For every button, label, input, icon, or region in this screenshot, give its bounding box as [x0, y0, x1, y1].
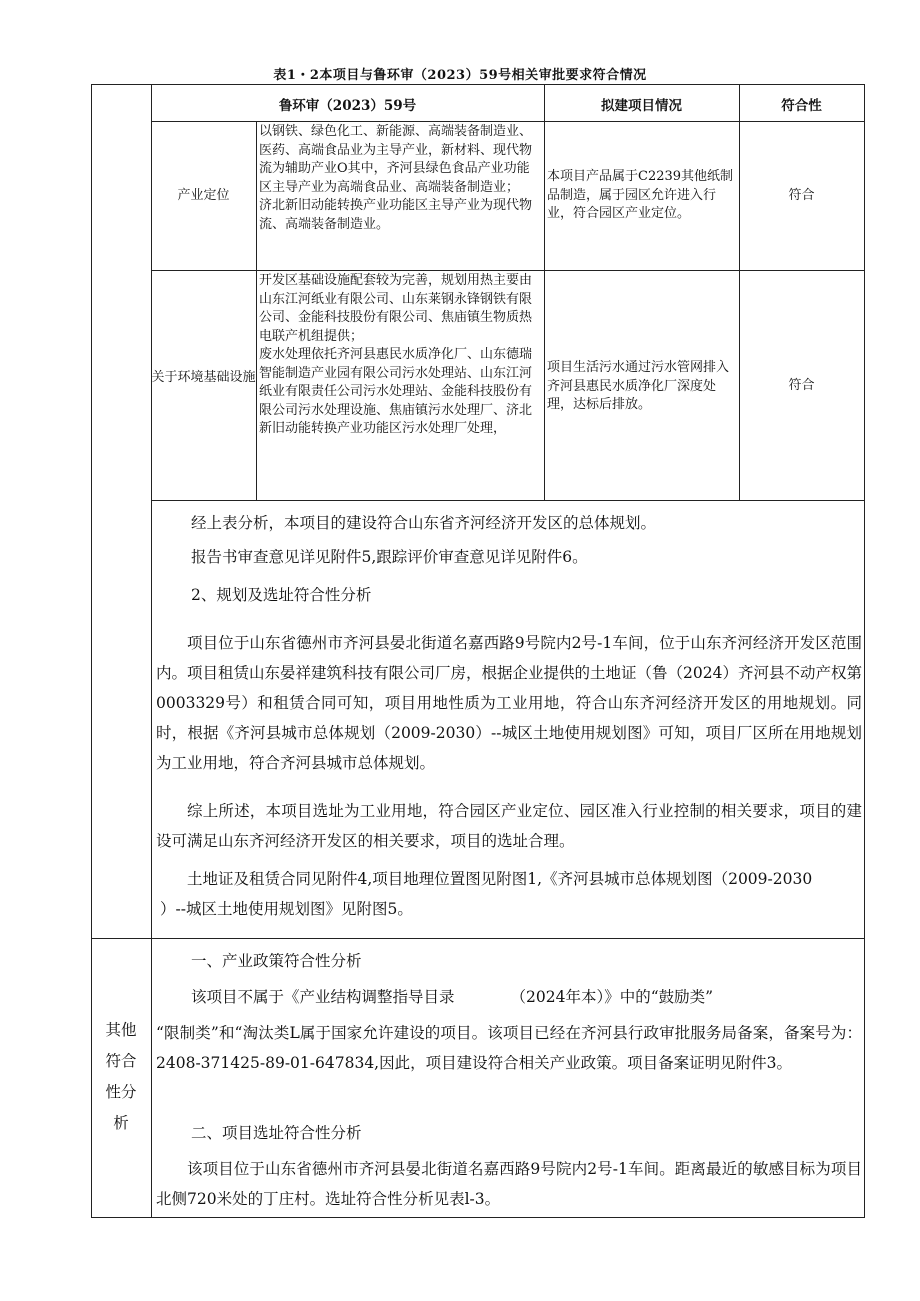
site-analysis-para1: 项目位于山东省德州市齐河县晏北街道名嘉西路9号院内2号-1车间，位于山东齐河经济开发区范围内。项目租赁山东晏祥建筑科技有限公司厂房，根据企业提供的土地证（鲁（2024）齐河县不动产权第0003329号）和租赁合同可知，项目用地性质为工业用地，符合山东齐河经济开发区的用地规划。同时，根据《齐河县城市总体规划（2009-2030）--城区土地使用规划图》可知，项目厂区所在用地规划为工业用地，符合齐河县城市总体规划。 [156, 634, 862, 772]
table-bottom-border [91, 1217, 865, 1218]
industry-policy-line1-b: （2024年本）》中的“鼓励类” [510, 988, 714, 1006]
header-row-divider [151, 121, 864, 122]
row2-requirement-p2: 废水处理依托齐河县惠民水质净化厂、山东德瑞智能制造产业园有限公司污水处理站、山东江河纸业有限责任公司污水处理站、金能科技股份有限公司污水处理设施、焦庙镇污水处理厂、济北新旧动能转换产业功能区污水处理厂处理， [259, 347, 533, 436]
row2-project: 项目生活污水通过污水管网排入齐河县惠民水质净化厂深度处理，达标后排放。 [547, 360, 730, 412]
section-divider [91, 938, 865, 939]
row1-requirement-p2: 济北新旧动能转换产业功能区主导产业为现代物流、高端装备制造业。 [259, 198, 533, 232]
attachments-text: 报告书审查意见详见附件5,跟踪评价审查意见详见附件6。 [191, 548, 588, 566]
compliance-column-divider [739, 84, 740, 500]
row2-requirement [259, 272, 542, 439]
category-column-divider [256, 121, 257, 500]
industry-policy-line1 [160, 982, 860, 1012]
project-column-divider [544, 84, 545, 500]
row1-project: 本项目产品属于C2239其他纸制品制造，属于园区允许进入行业，符合园区产业定位。 [547, 169, 734, 221]
site-analysis-para2: 综上所述，本项目选址为工业用地，符合园区产业定位、园区准入行业控制的相关要求，项目的建设可满足山东齐河经济开发区的相关要求，项目的选址合理。 [156, 802, 862, 850]
table-top-border [91, 84, 865, 85]
side-column-divider [151, 84, 152, 1217]
industry-policy-line1-a: 该项目不属于《产业结构调整指导目录 [191, 988, 455, 1006]
industry-policy-heading: 一、产业政策符合性分析 [191, 952, 362, 970]
industry-policy-rest: “限制类”和“淘汰类L属于国家允许建设的项目。该项目已经在齐河县行政审批服务局备案，备案号为：2408-371425-89-01-647834,因此，项目建设符合相关产业政策。项目备案证明见附件3。 [156, 1024, 862, 1072]
header-compliance: 符合性 [781, 98, 822, 114]
row2-requirement-p1: 开发区基础设施配套较为完善，规划用热主要由山东江河纸业有限公司、山东莱钢永锋钢铁有限公司、金能科技股份有限公司、焦庙镇生物质热电联产机组提供； [259, 273, 533, 344]
side-label-line1: 其他 [105, 1021, 137, 1039]
site-analysis-para3-line2: ）--城区土地使用规划图》见附图5。 [160, 900, 413, 918]
site-selection-heading: 二、项目选址符合性分析 [191, 1124, 362, 1142]
row-divider [151, 270, 864, 271]
row1-requirement-p1: 以钢铁、绿色化工、新能源、高端装备制造业、医药、高端食品业为主导产业，新材料、现代物流为辅助产业O其中，齐河县绿色食品产业功能区主导产业为高端食品业、高端装备制造业； [259, 124, 533, 195]
row1-category: 产业定位 [177, 188, 230, 203]
section-heading-2: 2、规划及选址符合性分析 [191, 586, 372, 604]
header-project: 拟建项目情况 [601, 98, 682, 114]
site-selection-text: 该项目位于山东省德州市齐河县晏北街道名嘉西路9号院内2号-1车间。距离最近的敏感目标为项目北侧720米处的丁庄村。选址符合性分析见表l-3。 [156, 1160, 862, 1208]
inner-table-bottom [151, 500, 864, 501]
row2-compliance: 符合 [788, 378, 815, 393]
site-analysis-para3-line1: 土地证及租赁合同见附件4,项目地理位置图见附图1,《齐河县城市总体规划图（2009-2030 [187, 870, 813, 888]
conclusion-text: 经上表分析，本项目的建设符合山东省齐河经济开发区的总体规划。 [191, 514, 657, 532]
side-label-line2: 符合 [105, 1052, 137, 1070]
row2-category: 关于环境基础设施 [151, 370, 256, 385]
side-label-line4: 析 [113, 1114, 129, 1132]
row1-compliance: 符合 [788, 188, 815, 203]
side-label-line3: 性分 [105, 1083, 137, 1101]
header-requirement: 鲁环审（2023）59号 [278, 98, 417, 114]
row1-requirement [259, 123, 542, 234]
table-caption: 表1・2本项目与鲁环审（2023）59号相关审批要求符合情况 [273, 68, 647, 83]
table-right-border [864, 84, 865, 1217]
other-compliance-label [91, 1015, 151, 1139]
